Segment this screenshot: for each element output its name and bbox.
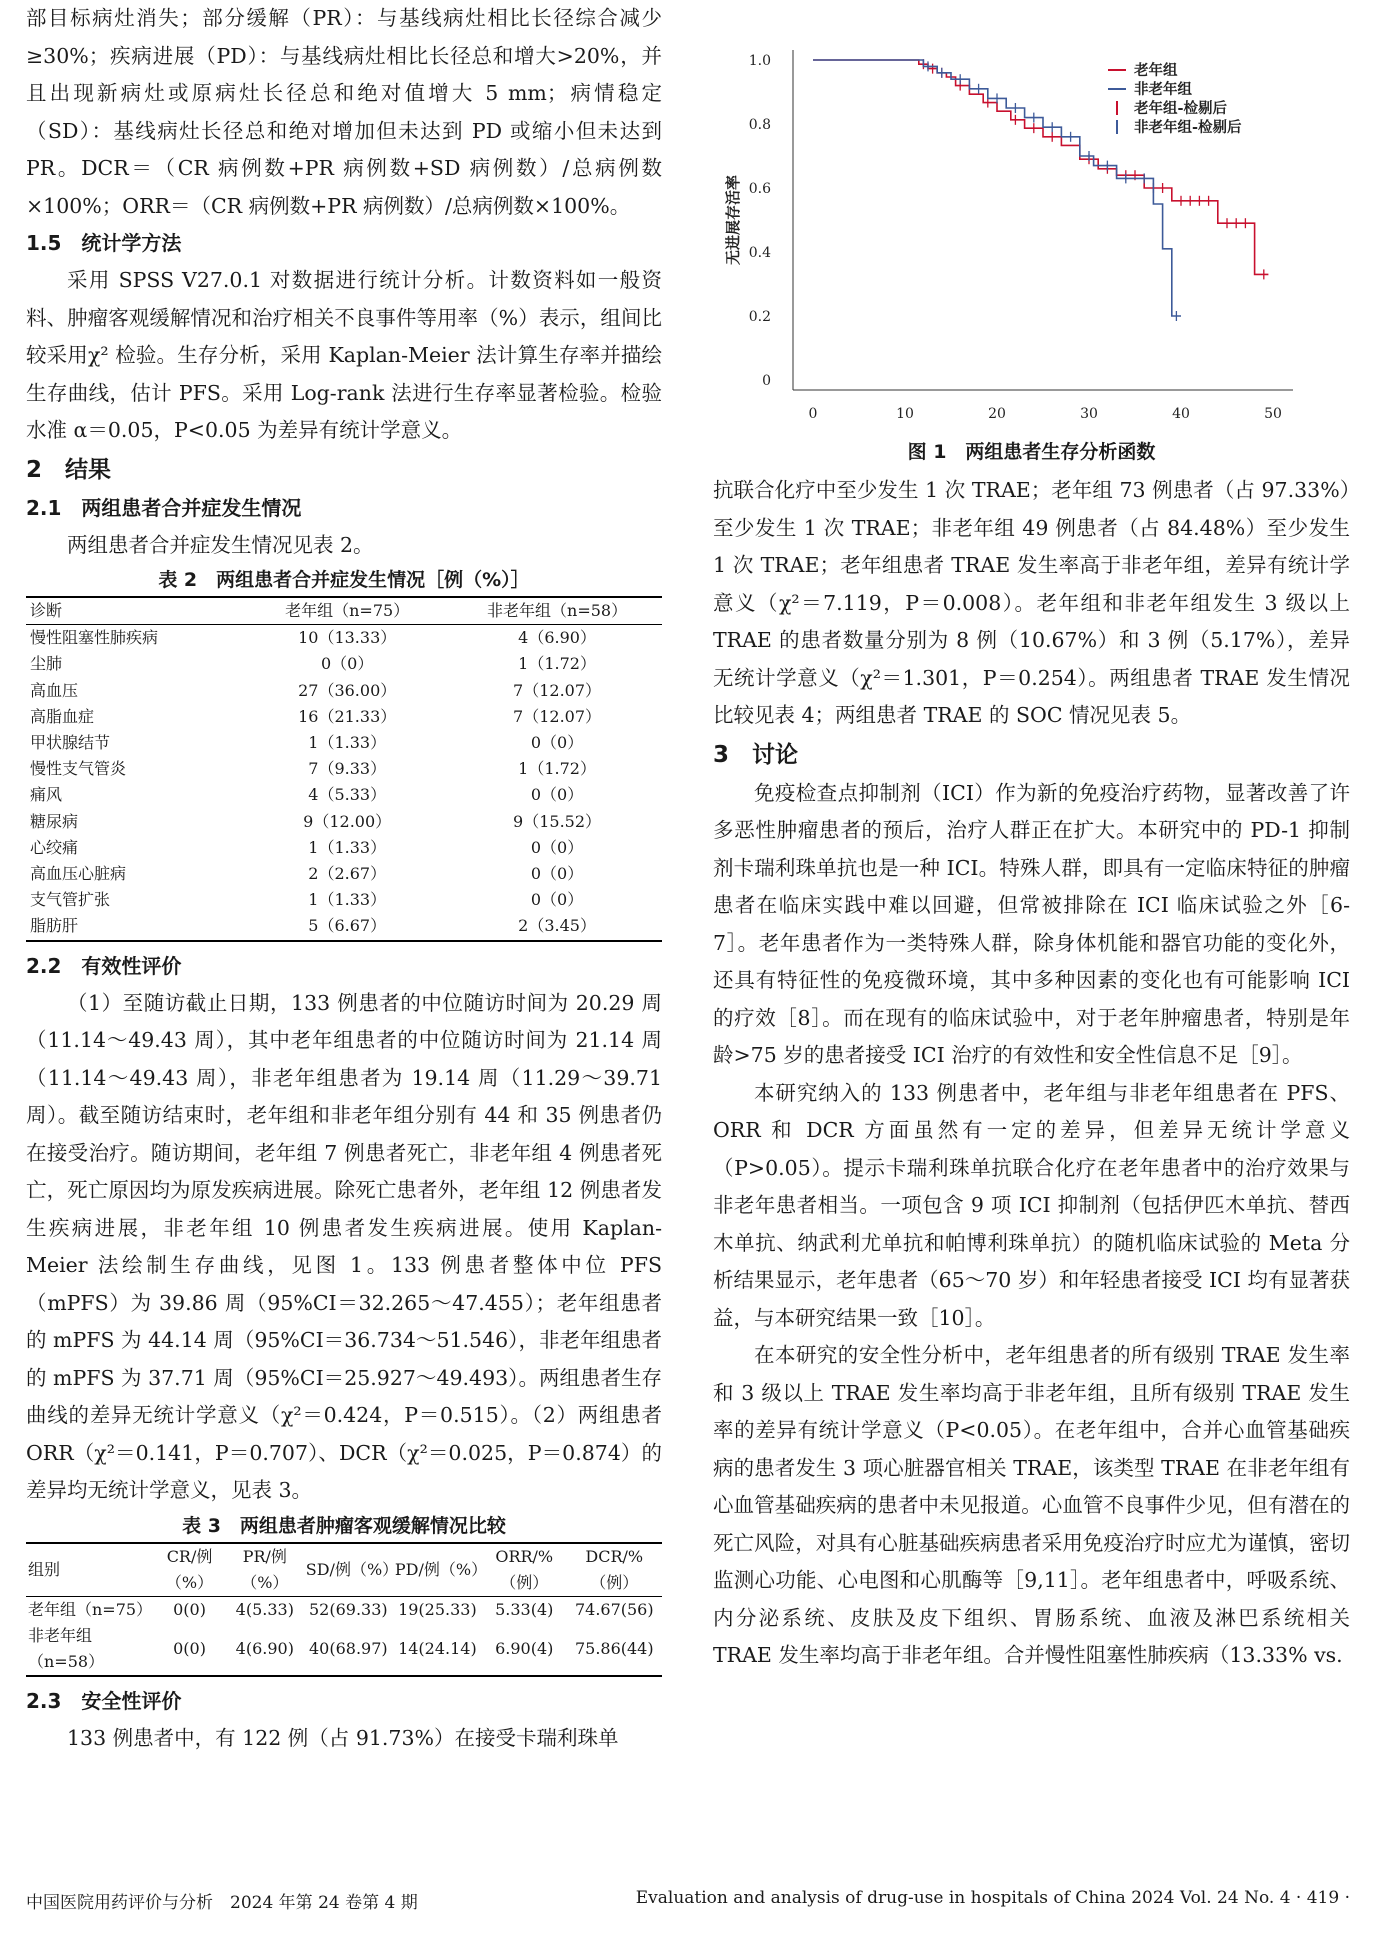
table3-cell: 4(5.33): [235, 1599, 294, 1619]
y-axis-label: 无进展存活率: [724, 174, 742, 266]
table2-cell: 1（1.33）: [308, 733, 387, 753]
table2-cell: 7（12.07）: [513, 706, 602, 726]
x-tick-label: 0: [808, 406, 818, 422]
table2-cell: 0（0）: [320, 654, 374, 674]
km-chart-svg: [713, 0, 1350, 432]
table2-cell: 高血压: [30, 680, 79, 700]
table3-cell: 4(6.90): [235, 1638, 294, 1658]
table3-header-row: [26, 1543, 662, 1597]
footer-journal-en: Evaluation and analysis of drug-use in hospitals of China 2024 Vol. 24 No. 4 · 419 ·: [635, 1888, 1350, 1908]
table2-cell: 7（9.33）: [308, 759, 387, 779]
x-tick-label: 50: [1264, 406, 1282, 422]
paragraph-1-5: 采用 SPSS V27.0.1 对数据进行统计分析。计数资料如一般资料、肿瘤客观缓解情况和治疗相关不良事件等用率（%）表示，组间比较采用χ² 检验。生存分析，采用 Kaplan-Meier 法计算生存率并描绘生存曲线，估计 PFS。采用 Log-rank 法进行生存率显著检验。检验水准 α＝0.05，P<0.05 为差异有统计学意义。: [26, 268, 662, 442]
section-heading-2-1: 2.1 两组患者合并症发生情况: [26, 495, 302, 520]
table2-row: [26, 809, 662, 835]
table2-cell: 27（36.00）: [298, 680, 397, 700]
table3-cell: 52(69.33): [308, 1599, 388, 1619]
y-tick-label: 0.2: [748, 309, 771, 325]
table2-row: [26, 651, 662, 677]
table2-cell: 1（1.33）: [308, 890, 387, 910]
table3-row: [26, 1596, 662, 1623]
table2-cell: 2（2.67）: [308, 864, 387, 884]
table3-header: PR/例（%）: [241, 1546, 289, 1592]
table3-header: PD/例（%）: [394, 1559, 488, 1579]
table2-cell: 痛风: [30, 785, 63, 805]
table3-cell: 14(24.14): [398, 1638, 477, 1658]
left-column: [26, 0, 662, 1757]
table2-cell: 1（1.72）: [518, 759, 596, 779]
figure-caption: 图 1 两组患者生存分析函数: [907, 441, 1156, 463]
page-footer: [26, 1888, 1350, 1913]
paragraph-intro: 部目标病灶消失；部分缓解（PR）：与基线病灶相比长径综合减少≥30%；疾病进展（PD）：与基线病灶相比长径总和增大>20%，并且出现新病灶或原病灶长径总和绝对值增大 5 mm；病情稳定（SD）：基线病灶长径总和绝对增加但未达到 PD 或缩小但未达到 PR。DCR＝（CR 病例数+PR 病例数+SD 病例数）/总病例数×100%；ORR＝（CR 病例数+PR 病例数）/总病例数×100%。: [26, 6, 662, 218]
table3-cell: 0(0): [173, 1599, 206, 1619]
paragraph-3c: 在本研究的安全性分析中，老年组患者的所有级别 TRAE 发生率和 3 级以上 TRAE 发生率均高于非老年组，且所有级别 TRAE 发生率的差异有统计学意义（P<0.05）。在老年组中，合并心血管基础疾病的患者发生 3 项心脏器官相关 TRAE，该类型 TRAE 在非老年组有心血管基础疾病的患者中未见报道。心血管不良事件少见，但有潜在的死亡风险，对具有心脏基础疾病患者采用免疫治疗时应尤为谨慎，密切监测心功能、心电图和心肌酶等［9,11］。老年组患者中，呼吸系统、内分泌系统、皮肤及皮下组织、胃肠系统、血液及淋巴系统相关 TRAE 发生率均高于非老年组。合并慢性阻塞性肺疾病（13.33% vs.: [713, 1343, 1350, 1667]
table2: [26, 596, 662, 942]
table2-header: 老年组（n=75）: [285, 601, 410, 620]
y-tick-label: 0.6: [748, 181, 771, 197]
table2-header: 非老年组（n=58）: [487, 601, 628, 620]
table2-cell: 甲状腺结节: [30, 733, 111, 753]
table2-cell: 5（6.67）: [308, 916, 387, 936]
table2-cell: 16（21.33）: [298, 706, 397, 726]
section-heading-2-3: 2.3 安全性评价: [26, 1688, 182, 1713]
table3-cell: 0(0): [173, 1638, 206, 1658]
table3-row: [26, 1623, 662, 1676]
table3-header: 组别: [28, 1559, 61, 1579]
table2-cell: 0（0）: [530, 890, 584, 910]
table3-header: ORR/%（例）: [495, 1546, 554, 1592]
table2-header-row: [26, 597, 662, 625]
table3-cell: 19(25.33): [398, 1599, 477, 1619]
table3-header: DCR/%（例）: [585, 1546, 644, 1592]
table2-cell: 4（6.90）: [518, 628, 596, 648]
section-heading-2-2: 2.2 有效性评价: [26, 953, 182, 978]
table3: [26, 1542, 662, 1677]
km-line-elderly: [813, 60, 1268, 274]
legend-label: 老年组: [1134, 62, 1178, 79]
table2-cell: 7（12.07）: [513, 680, 602, 700]
right-column: [713, 0, 1350, 1675]
table2-cell: 慢性阻塞性肺疾病: [30, 628, 159, 648]
paragraph-2-2: （1）至随访截止日期，133 例患者的中位随访时间为 20.29 周（11.14～49.43 周），其中老年组患者的中位随访时间为 21.14 周（11.14～49.43 周），非老年组患者为 19.14 周（11.29～39.71 周）。截至随访结束时，老年组和非老年组分别有 44 和 35 例患者仍在接受治疗。随访期间，老年组 7 例患者死亡，非老年组 4 例患者死亡，死亡原因均为原发疾病进展。除死亡患者外，老年组 12 例患者发生疾病进展，非老年组 10 例患者发生疾病进展。使用 Kaplan-Meier 法绘制生存曲线，见图 1。133 例患者整体中位 PFS（mPFS）为 39.86 周（95%CI＝32.265～47.455）；老年组患者的 mPFS 为 44.14 周（95%CI＝36.734～51.546），非老年组患者的 mPFS 为 37.71 周（95%CI＝25.927～49.493）。两组患者生存曲线的差异无统计学意义（χ²＝0.424，P＝0.515）。（2）两组患者 ORR（χ²＝0.141，P＝0.707）、DCR（χ²＝0.025，P＝0.874）的差异均无统计学意义，见表 3。: [26, 990, 662, 1503]
y-tick-label: 1.0: [748, 53, 771, 69]
table3-cell: 75.86(44): [574, 1638, 654, 1658]
table2-row: [26, 704, 662, 730]
table3-cell: 老年组（n=75）: [28, 1599, 153, 1619]
table2-cell: 4（5.33）: [308, 785, 387, 805]
x-tick-label: 10: [896, 406, 914, 422]
table2-body: [26, 625, 662, 941]
table2-cell: 尘肺: [30, 654, 63, 674]
table2-row: [26, 756, 662, 782]
table2-cell: 支气管扩张: [30, 890, 111, 910]
table2-cell: 1（1.72）: [518, 654, 596, 674]
table2-cell: 0（0）: [530, 837, 584, 857]
table2-cell: 0（0）: [530, 864, 584, 884]
table3-cell: 非老年组（n=58）: [28, 1625, 105, 1671]
table2-cell: 高血压心脏病: [30, 864, 127, 884]
section-heading-3: 3 讨论: [713, 741, 799, 768]
section-heading-1-5: 1.5 统计学方法: [26, 231, 182, 255]
table3-body: [26, 1596, 662, 1676]
paragraph-2-3: 133 例患者中，有 122 例（占 91.73%）在接受卡瑞利珠单: [67, 1725, 619, 1750]
footer-journal-cn: 中国医院用药评价与分析 2024 年第 24 卷第 4 期: [26, 1893, 418, 1913]
table2-row: [26, 835, 662, 861]
table2-header: 诊断: [30, 601, 63, 620]
legend-label: 非老年组-检剔后: [1134, 119, 1242, 136]
y-tick-label: 0.4: [748, 245, 771, 261]
table2-cell: 1（1.33）: [308, 837, 387, 857]
table2-cell: 慢性支气管炎: [30, 759, 127, 779]
table2-cell: 糖尿病: [30, 811, 79, 831]
y-tick-label: 0: [762, 373, 771, 389]
table2-cell: 脂肪肝: [30, 916, 79, 936]
table2-cell: 0（0）: [530, 733, 584, 753]
table2-cell: 2（3.45）: [518, 916, 596, 936]
table3-caption: 表 3 两组患者肿瘤客观缓解情况比较: [182, 1514, 506, 1537]
table3-cell: 6.90(4): [495, 1638, 554, 1658]
table3-cell: 40(68.97): [308, 1638, 388, 1658]
section-heading-2: 2 结果: [26, 456, 112, 483]
x-tick-label: 30: [1080, 406, 1098, 422]
table2-row: [26, 678, 662, 704]
table3-cell: 74.67(56): [574, 1599, 654, 1619]
table2-row: [26, 861, 662, 887]
legend-label: 老年组-检剔后: [1134, 100, 1228, 117]
table2-cell: 9（15.52）: [513, 811, 602, 831]
table2-row: [26, 730, 662, 756]
table2-row: [26, 782, 662, 808]
legend-label: 非老年组: [1134, 81, 1192, 98]
table2-cell: 高脂血症: [30, 706, 95, 726]
table3-header: SD/例（%）: [305, 1559, 399, 1579]
table2-row: [26, 913, 662, 940]
table2-cell: 10（13.33）: [298, 628, 397, 648]
survival-figure: [713, 0, 1350, 432]
table3-cell: 5.33(4): [495, 1599, 554, 1619]
y-tick-label: 0.8: [748, 117, 771, 133]
table2-row: [26, 625, 662, 652]
paragraph-3b: 本研究纳入的 133 例患者中，老年组与非老年组患者在 PFS、ORR 和 DCR 方面虽然有一定的差异，但差异无统计学意义（P>0.05）。提示卡瑞利珠单抗联合化疗在老年患者中的治疗效果与非老年患者相当。一项包含 9 项 ICI 抑制剂（包括伊匹木单抗、替西木单抗、纳武利尤单抗和帕博利珠单抗）的随机临床试验的 Meta 分析结果显示，老年患者（65～70 岁）和年轻患者接受 ICI 均有显著获益，与本研究结果一致［10］。: [713, 1080, 1350, 1330]
paragraph-3a: 免疫检查点抑制剂（ICI）作为新的免疫治疗药物，显著改善了许多恶性肿瘤患者的预后，治疗人群正在扩大。本研究中的 PD-1 抑制剂卡瑞利珠单抗也是一种 ICI。特殊人群，即具有一定临床特征的肿瘤患者在临床实践中难以回避，但常被排除在 ICI 临床试验之外［6-7］。老年患者作为一类特殊人群，除身体机能和器官功能的变化外，还具有特征性的免疫微环境，其中多种因素的变化也有可能影响 ICI 的疗效［8］。而在现有的临床试验中，对于老年肿瘤患者，特别是年龄>75 岁的患者接受 ICI 治疗的有效性和安全性信息不足［9］。: [713, 780, 1350, 1067]
paragraph-continued: 抗联合化疗中至少发生 1 次 TRAE；老年组 73 例患者（占 97.33%）至少发生 1 次 TRAE；非老年组 49 例患者（占 84.48%）至少发生 1 次 TRAE；老年组患者 TRAE 发生率高于非老年组，差异有统计学意义（χ²＝7.119，P＝0.008）。老年组和非老年组发生 3 级以上 TRAE 的患者数量分别为 8 例（10.67%）和 3 例（5.17%），差异无统计学意义（χ²＝1.301，P＝0.254）。两组患者 TRAE 发生情况比较见表 4；两组患者 TRAE 的 SOC 情况见表 5。: [713, 478, 1350, 727]
table2-cell: 9（12.00）: [303, 811, 392, 831]
paragraph-2-1: 两组患者合并症发生情况见表 2。: [67, 532, 374, 557]
x-tick-label: 40: [1172, 406, 1190, 422]
table2-caption: 表 2 两组患者合并症发生情况［例（%）］: [158, 569, 530, 591]
table2-cell: 0（0）: [530, 785, 584, 805]
table2-cell: 心绞痛: [30, 837, 79, 857]
table3-header: CR/例（%）: [165, 1546, 214, 1592]
table2-row: [26, 887, 662, 913]
x-tick-label: 20: [988, 406, 1006, 422]
